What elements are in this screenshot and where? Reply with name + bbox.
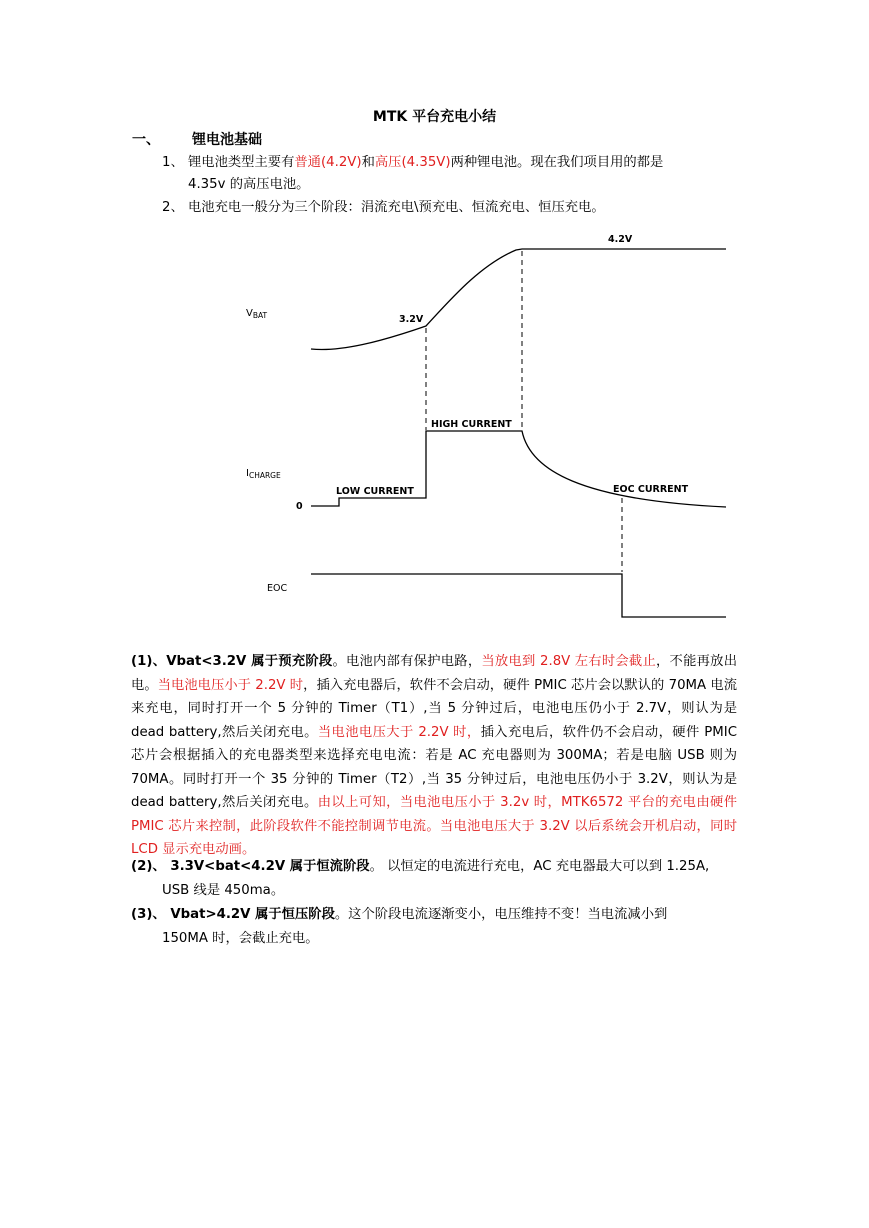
highlight-text: 当电池电压小于 2.2V 时 [157, 677, 304, 693]
highlight-high-voltage: 高压(4.35V) [374, 155, 451, 170]
label-zero: 0 [296, 501, 303, 512]
text-run: 。 以恒定的电流进行充电，AC 充电器最大可以到 1.25A, [369, 859, 710, 874]
paragraph-label: (1)、Vbat<3.2V 属于预充阶段 [131, 654, 333, 669]
text-run: ，插入充电器后，软件不会启动，硬件 PMIC 芯片会以默认的 70MA 电流来充电，同时打开一个 5 分钟的 Timer（T1）,当 5 分钟过后，电池电压仍小于 2.7V，则认为是 dead battery,然后关闭充电。 [131, 677, 738, 740]
highlight-text: 当电池电压大于 2.2V 时， [317, 724, 481, 740]
section-number: 一、 [132, 132, 160, 148]
label-icharge: $I_{CHARGE}$ [246, 468, 281, 480]
paragraph-constant-voltage [131, 903, 737, 946]
label-low-current: LOW CURRENT [336, 486, 414, 497]
section-heading: 锂电池基础 [192, 132, 262, 148]
label-vbat: $V_{BAT}$ [246, 308, 268, 320]
vbat-curve [311, 249, 726, 350]
text-run: 。这个阶段电流逐渐变小，电压维持不变！当电流减小到 [334, 907, 668, 922]
label-eoc: EOC [267, 583, 288, 594]
paragraph-precharge [131, 650, 737, 862]
list-item-text: 电池充电一般分为三个阶段：涓流充电\预充电、恒流充电、恒压充电。 [188, 200, 605, 215]
text-run: USB 线是 450ma。 [162, 882, 285, 898]
highlight-text: 由以上可知，当电池电压小于 3.2v 时，MTK6572 平台的充电由硬件 PMIC 芯片来控制，此阶段软件不能控制调节电流。当电池电压大于 3.2V 以后系统会开机启动，同时 LCD 显示充电动画。 [131, 795, 737, 857]
label-high-current: HIGH CURRENT [431, 419, 512, 430]
text-run: ，不能再放出电。 [131, 654, 737, 693]
list-item-number: 2、 [162, 200, 184, 215]
list-item-number: 1、 [162, 155, 184, 170]
paragraph-label: (3)、 Vbat>4.2V 属于恒压阶段 [131, 907, 335, 922]
label-eoc-current: EOC CURRENT [613, 484, 689, 495]
text-run: 150MA 时，会截止充电。 [162, 930, 319, 946]
text-run: 两种锂电池。现在我们项目用的都是 [450, 155, 664, 170]
page-title: MTK 平台充电小结 [372, 109, 497, 125]
paragraph-constant-current [131, 855, 737, 898]
paragraph-label: (2)、 3.3V<bat<4.2V 属于恒流阶段 [131, 859, 370, 874]
highlight-normal-voltage: 普通(4.2V) [294, 155, 362, 170]
text-run: 。电池内部有保护电路， [332, 654, 482, 669]
eoc-curve [311, 574, 726, 617]
highlight-text: 当放电到 2.8V 左右时会截止 [481, 654, 656, 669]
label-3v2: 3.2V [399, 314, 424, 325]
text-run: 插入充电后，软件仍不会启动，硬件 PMIC 芯片会根据插入的充电器类型来选择充电电流：若是 AC 充电器则为 300MA；若是电脑 USB 则为 70MA。同时打开一个 35 分钟的 Timer（T2）,当 35 分钟过后，电池电压仍小于 3.2V，则认为是 dead battery,然后关闭充电。 [131, 724, 737, 810]
text-run: 和 [361, 155, 375, 170]
text-run: 4.35v 的高压电池。 [188, 177, 310, 192]
text-run: 锂电池类型主要有 [188, 155, 295, 170]
label-4v2: 4.2V [608, 234, 633, 245]
